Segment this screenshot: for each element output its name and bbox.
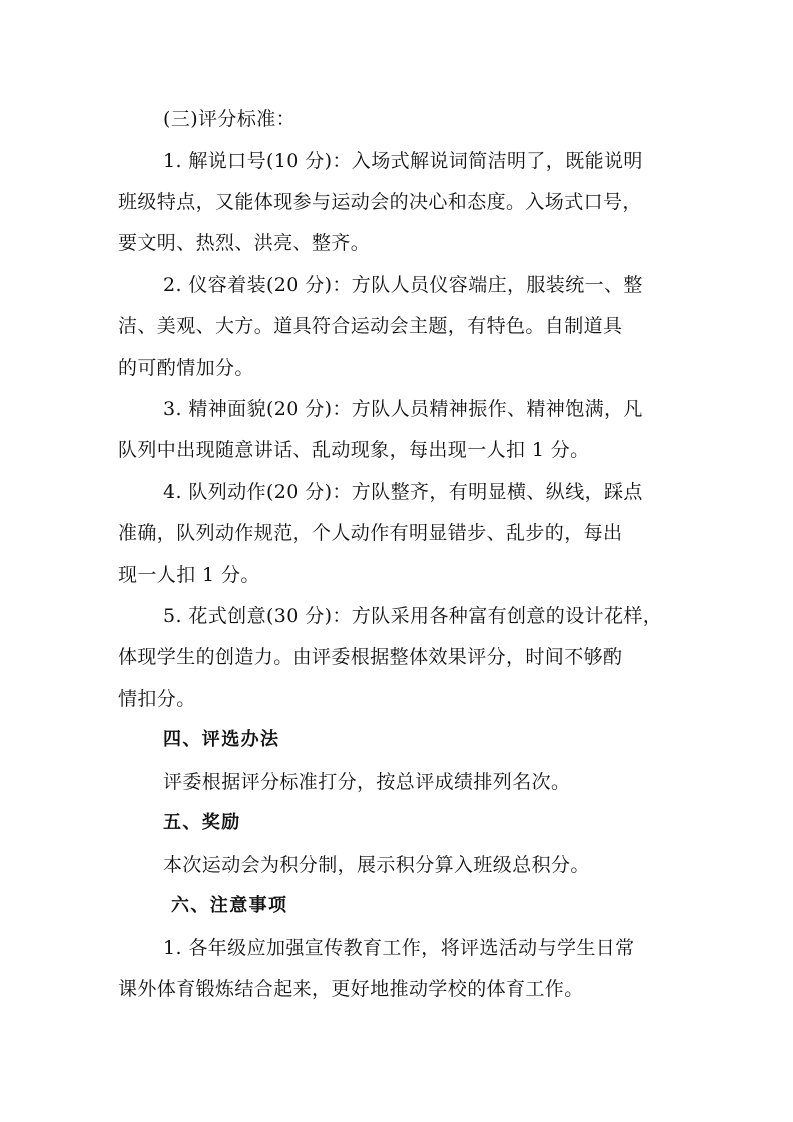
section-4-text: 评委根据评分标准打分，按总评成绩排列名次。 [163,771,571,793]
item-4-line-1: 4. 队列动作(20 分)：方队整齐，有明显横、纵线，踩点 [163,481,643,503]
section-6-item-1-line-1: 1. 各年级应加强宣传教育工作，将评选活动与学生日常 [163,937,635,959]
item-2-line-2: 洁、美观、大方。道具符合运动会主题，有特色。自制道具 [118,315,623,337]
section-5-text: 本次运动会为积分制，展示积分算入班级总积分。 [163,854,590,876]
item-5-line-2: 体现学生的创造力。由评委根据整体效果评分，时间不够酌 [118,646,623,668]
item-2-line-3: 的可酌情加分。 [118,357,254,379]
item-4-line-2: 准确，队列动作规范，个人动作有明显错步、乱步的，每出 [118,522,623,544]
section-5-heading: 五、奖励 [163,812,241,833]
item-1-line-3: 要文明、热烈、洪亮、整齐。 [118,232,371,254]
section-6-item-1-line-2: 课外体育锻炼结合起来，更好地推动学校的体育工作。 [118,978,584,1000]
item-1-line-2: 班级特点，又能体现参与运动会的决心和态度。入场式口号， [118,191,642,213]
item-5-line-1: 5. 花式创意(30 分)：方队采用各种富有创意的设计花样， [163,605,663,627]
item-3-line-1: 3. 精神面貌(20 分)：方队人员精神振作、精神饱满，凡 [163,398,643,420]
item-2-line-1: 2. 仪容着装(20 分)：方队人员仪容端庄，服装统一、整 [163,274,643,296]
item-1-line-1: 1. 解说口号(10 分)：入场式解说词简洁明了，既能说明 [163,150,643,172]
section-4-heading: 四、评选办法 [163,729,280,750]
section-6-heading: 六、注意事项 [171,895,288,916]
item-5-line-3: 情扣分。 [118,688,196,710]
section-3-title: (三)评分标准： [163,108,296,130]
item-4-line-3: 现一人扣 1 分。 [118,564,260,586]
item-3-line-2: 队列中出现随意讲话、乱动现象，每出现一人扣 1 分。 [118,439,590,461]
